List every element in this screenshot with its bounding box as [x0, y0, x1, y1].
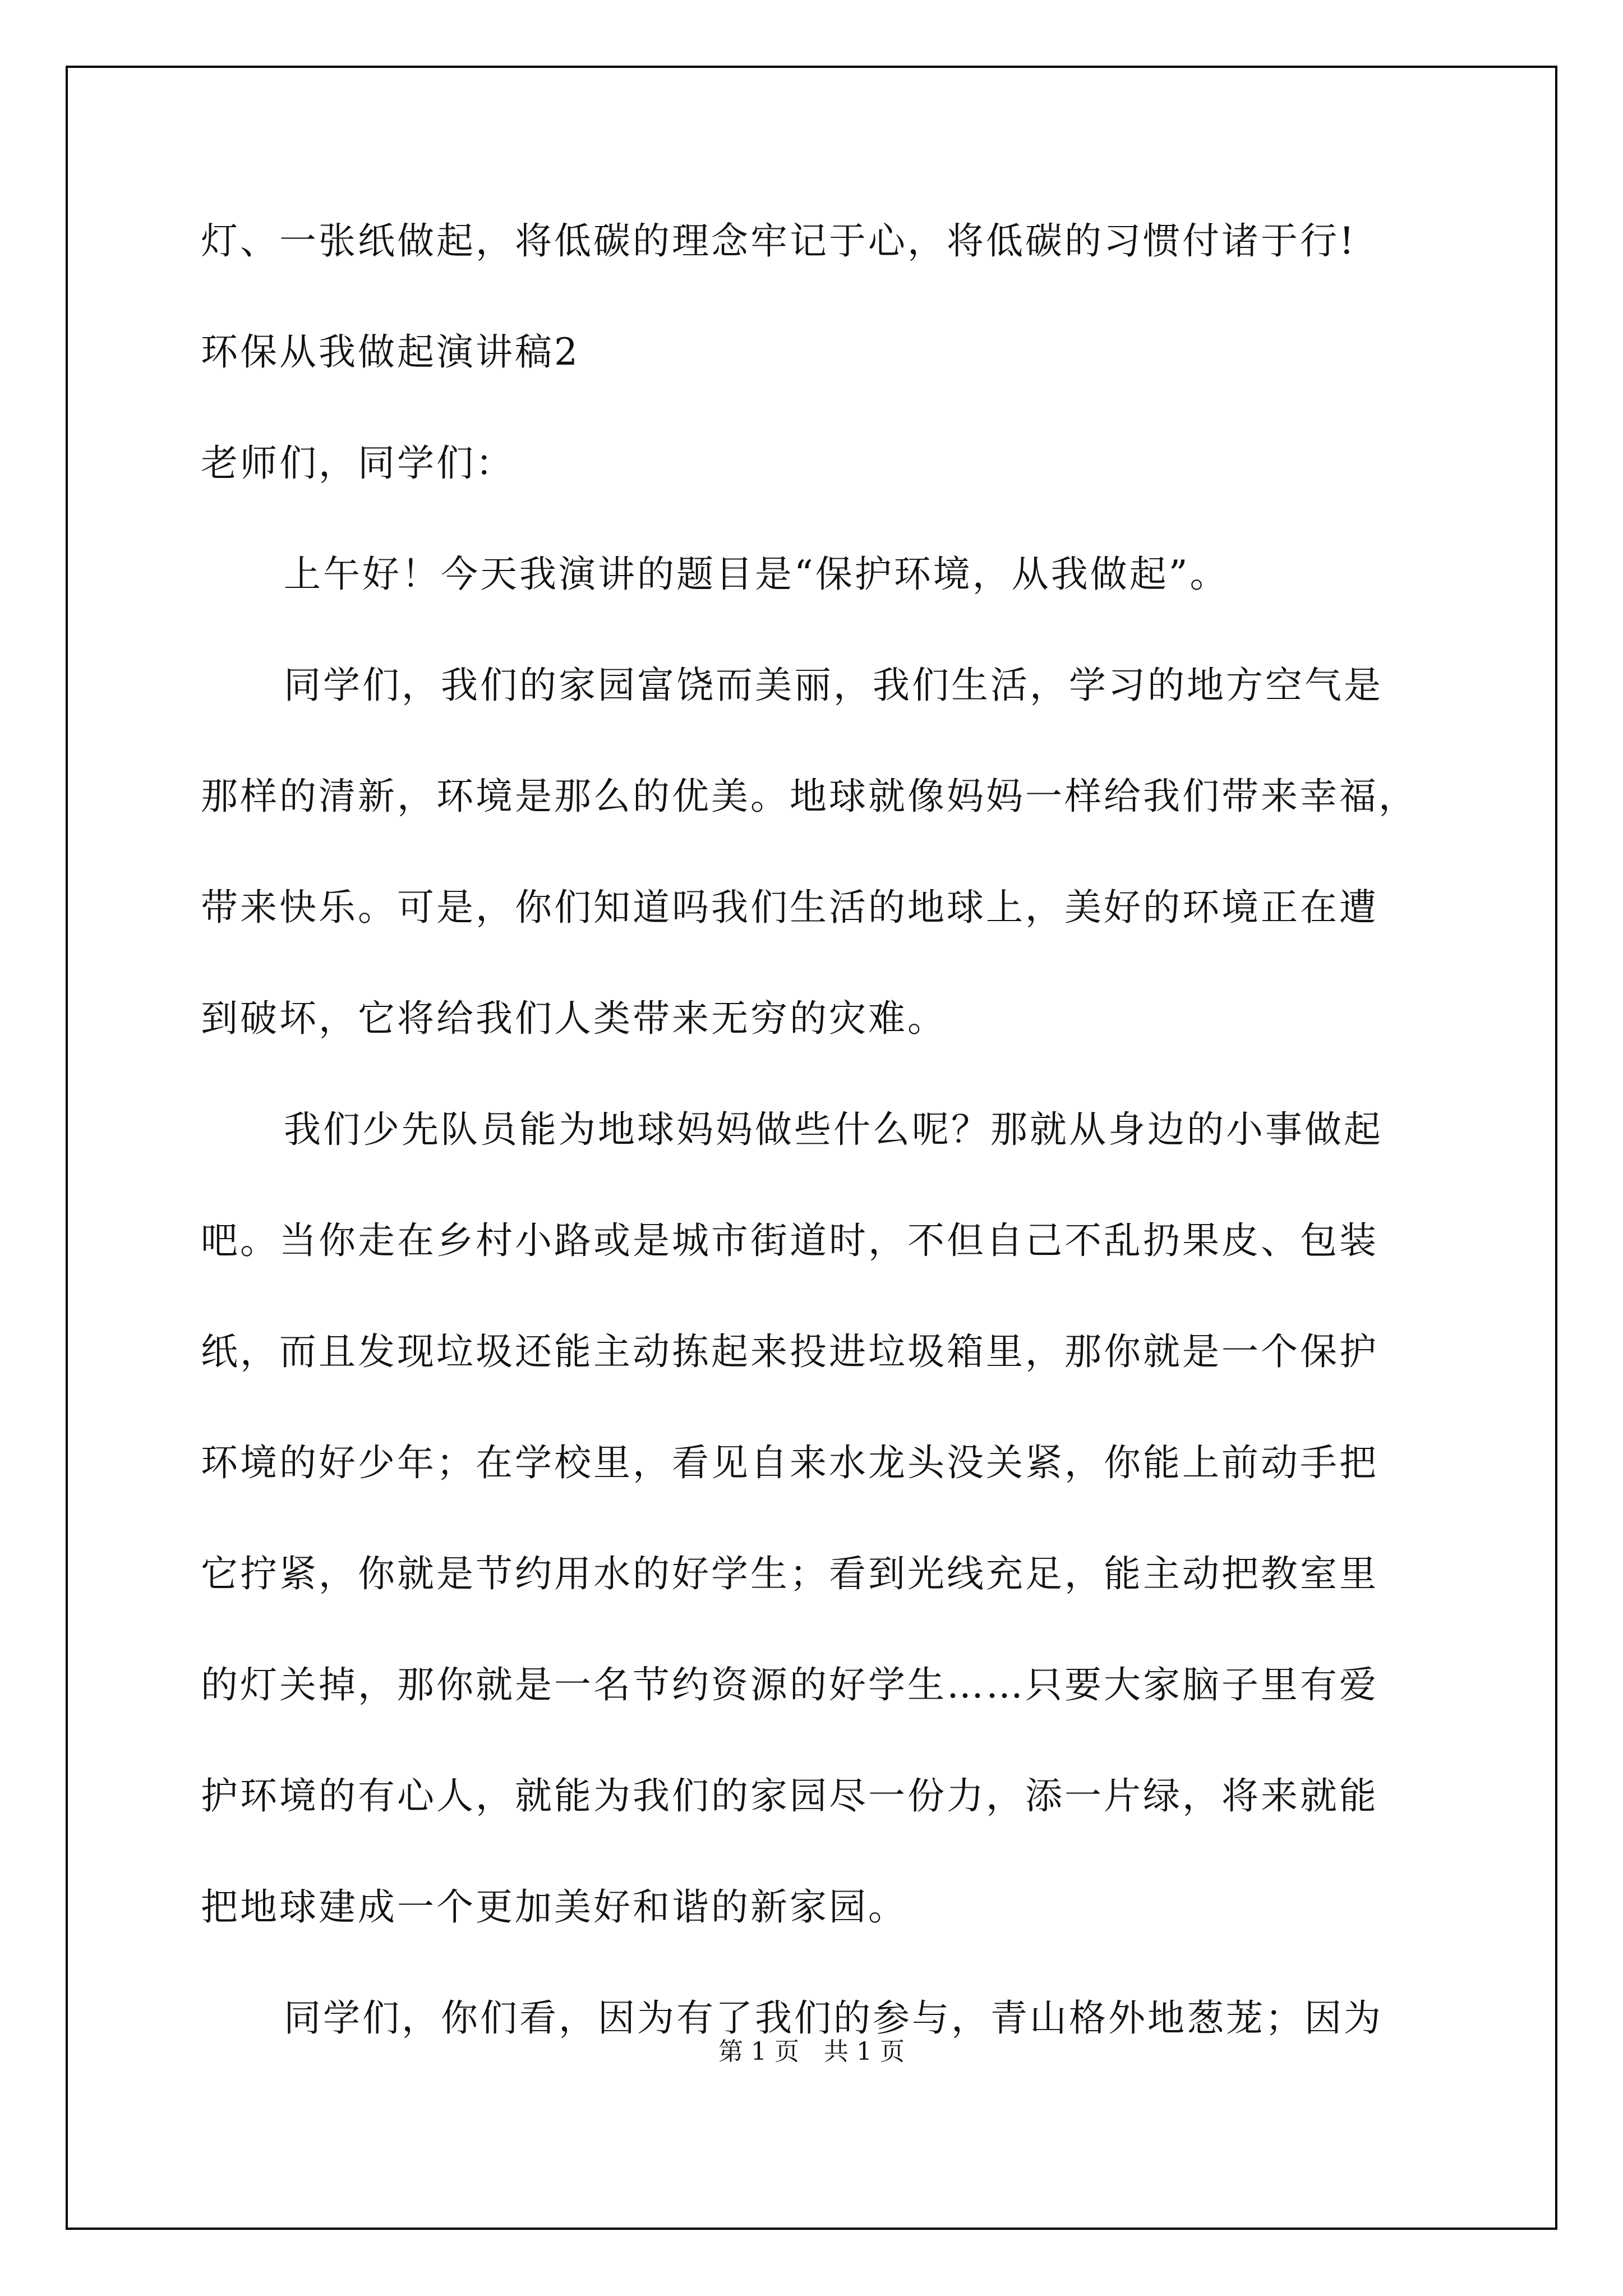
- paragraph-line: 护环境的有心人，就能为我们的家园尽一份力，添一片绿，将来就能: [201, 1774, 1378, 1818]
- paragraph-line: 上午好！今天我演讲的题目是“保护环境，从我做起”。: [284, 553, 1229, 596]
- paragraph-line: 纸，而且发现垃圾还能主动拣起来投进垃圾箱里，那你就是一个保护: [201, 1330, 1378, 1373]
- paragraph-line: 同学们，你们看，因为有了我们的参与，青山格外地葱茏；因为: [284, 1996, 1383, 2040]
- paragraph-line: 同学们，我们的家园富饶而美丽，我们生活，学习的地方空气是: [284, 664, 1383, 707]
- paragraph-line: 把地球建成一个更加美好和谐的新家园。: [201, 1885, 907, 1929]
- paragraph-line: 的灯关掉，那你就是一名节约资源的好学生……只要大家脑子里有爱: [201, 1663, 1378, 1706]
- paragraph-line: 环境的好少年；在学校里，看见自来水龙头没关紧，你能上前动手把: [201, 1441, 1378, 1484]
- paragraph-line: 到破坏，它将给我们人类带来无穷的灾难。: [201, 997, 947, 1040]
- paragraph-line: 我们少先队员能为地球妈妈做些什么呢？那就从身边的小事做起: [284, 1108, 1383, 1151]
- salutation: 老师们，同学们：: [201, 441, 515, 485]
- paragraph-line: 那样的清新，环境是那么的优美。地球就像妈妈一样给我们带来幸福，: [201, 775, 1418, 818]
- paragraph-line: 它拧紧，你就是节约用水的好学生；看到光线充足，能主动把教室里: [201, 1552, 1378, 1595]
- text-line: 灯、一张纸做起，将低碳的理念牢记于心，将低碳的习惯付诸于行!: [201, 219, 1357, 263]
- section-title: 环保从我做起演讲稿2: [201, 330, 580, 374]
- page-footer: 第 1 页 共 1 页: [718, 2037, 905, 2066]
- paragraph-line: 吧。当你走在乡村小路或是城市街道时，不但自己不乱扔果皮、包装: [201, 1219, 1378, 1262]
- paragraph-line: 带来快乐。可是，你们知道吗我们生活的地球上，美好的环境正在遭: [201, 886, 1378, 929]
